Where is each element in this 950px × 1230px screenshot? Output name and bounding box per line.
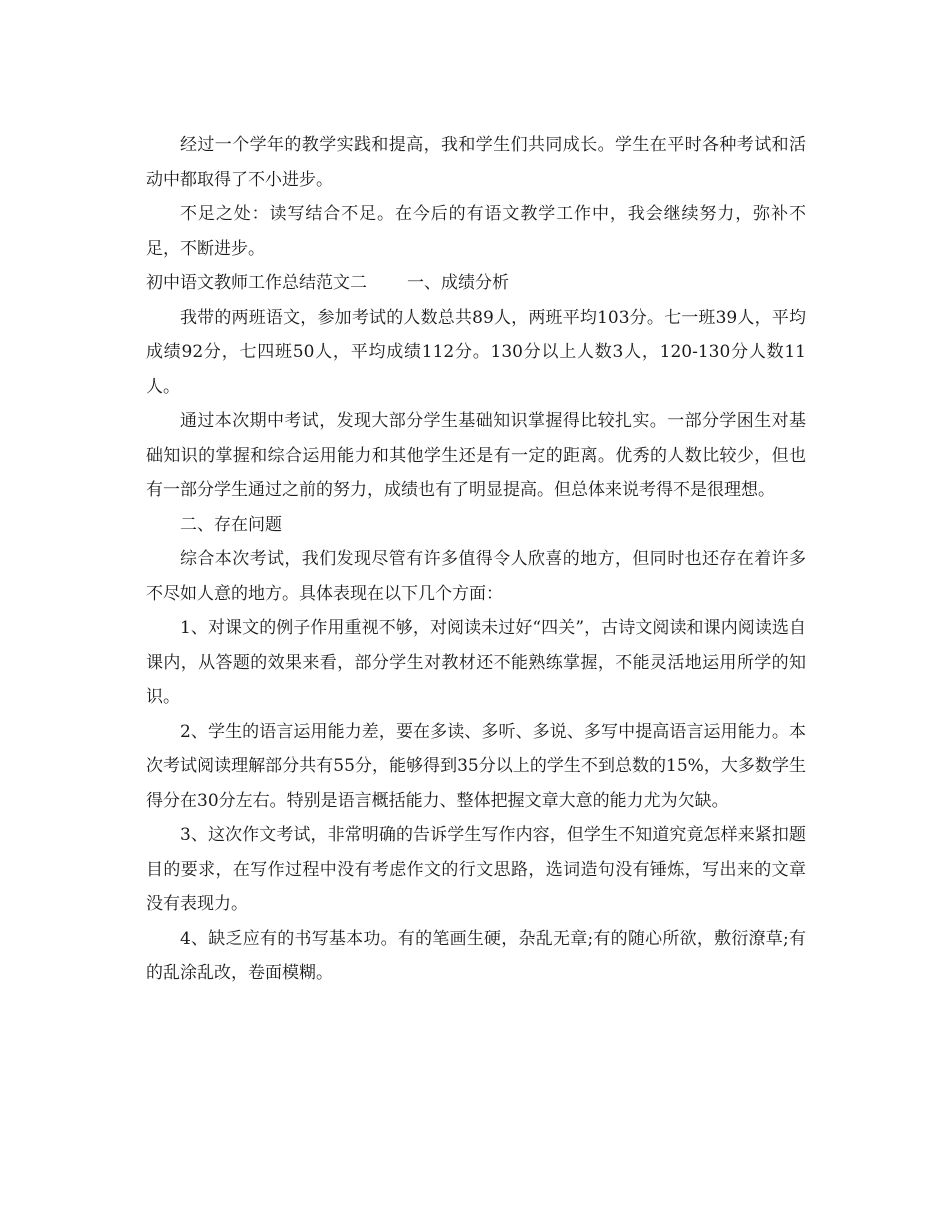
list-item-problem-2: 2、学生的语言运用能力差，要在多读、多听、多说、多写中提高语言运用能力。本次考试阅读理解部分共有55分，能够得到35分以上的学生不到总数的15%，大多数学生得分在30分左右。特别是语言概括能力、整体把握文章大意的能力尤为欠缺。 <box>146 721 806 811</box>
paragraph-1: 经过一个学年的教学实践和提高，我和学生们共同成长。学生在平时各种考试和活动中都取得了不小进步。 <box>146 135 806 190</box>
paragraph-problems-intro: 综合本次考试，我们发现尽管有许多值得令人欣喜的地方，但同时也还存在着许多不尽如人意的地方。具体表现在以下几个方面： <box>146 549 806 604</box>
list-item-problem-1: 1、对课文的例子作用重视不够，对阅读未过好“四关”，古诗文阅读和课内阅读选自课内，从答题的效果来看，部分学生对教材还不能熟练掌握，不能灵活地运用所学的知识。 <box>146 618 806 707</box>
section-title-score-analysis: 一、成绩分析 <box>407 273 509 293</box>
paragraph-2: 不足之处：读写结合不足。在今后的有语文教学工作中，我会继续努力，弥补不足，不断进步。 <box>146 204 806 259</box>
section-heading-line <box>146 266 806 301</box>
list-item-problem-3: 3、这次作文考试，非常明确的告诉学生写作内容，但学生不知道究竟怎样来紧扣题目的要求，在写作过程中没有考虑作文的行文思路，选词造句没有锤炼，写出来的文章没有表现力。 <box>146 825 806 914</box>
document-title: 初中语文教师工作总结范文二 <box>146 273 367 293</box>
paragraph-score-summary: 我带的两班语文，参加考试的人数总共89人，两班平均103分。七一班39人，平均成绩92分，七四班50人，平均成绩112分。130分以上人数3人，120-130分人数11人。 <box>146 307 806 397</box>
list-item-problem-4: 4、缺乏应有的书写基本功。有的笔画生硬，杂乱无章;有的随心所欲，敷衍潦草;有的乱涂乱改，卷面模糊。 <box>146 928 806 983</box>
section-title-problems: 二、存在问题 <box>180 514 282 535</box>
document-body <box>146 128 806 991</box>
paragraph-exam-observation: 通过本次期中考试，发现大部分学生基础知识掌握得比较扎实。一部分学困生对基础知识的掌握和综合运用能力和其他学生还是有一定的距离。优秀的人数比较少，但也有一部分学生通过之前的努力，成绩也有了明显提高。但总体来说考得不是很理想。 <box>146 411 806 500</box>
